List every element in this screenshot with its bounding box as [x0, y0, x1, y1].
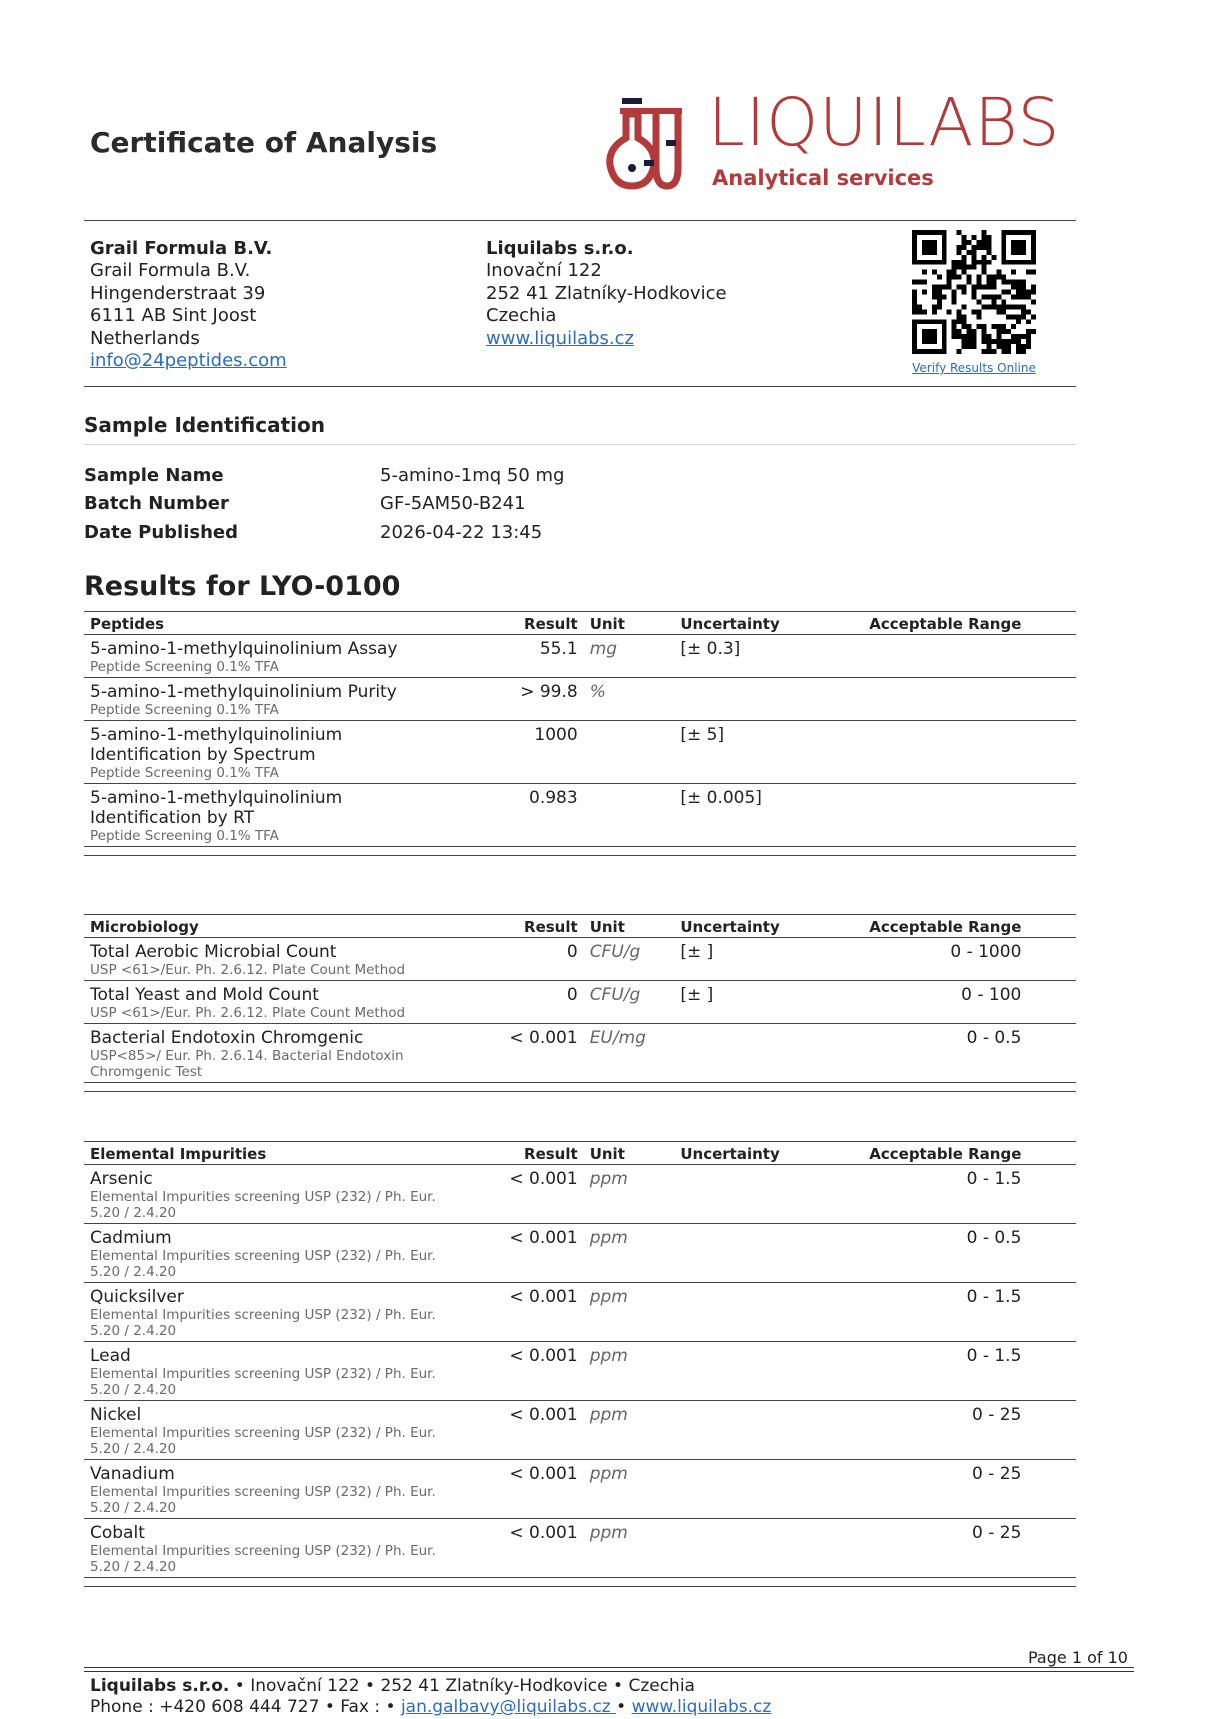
column-header-unit: Unit	[584, 1142, 675, 1165]
analyte-method: Elemental Impurities screening USP (232) / Ph. Eur. 5.20 / 2.4.20	[90, 1307, 436, 1339]
table-row	[84, 635, 1076, 678]
result-cell: < 0.001	[464, 1519, 584, 1578]
uncertainty-cell	[674, 1460, 850, 1519]
analyte-name: Cadmium	[90, 1228, 172, 1248]
column-header-category: Microbiology	[84, 915, 464, 938]
column-header-uncertainty: Uncertainty	[674, 915, 850, 938]
elemental-impurities-table	[84, 1141, 1076, 1578]
analyte-cell	[84, 721, 464, 784]
analyte-method: USP<85>/ Eur. Ph. 2.6.14. Bacterial Endotoxin Chromgenic Test	[90, 1048, 404, 1080]
column-header-range: Acceptable Range	[850, 915, 1027, 938]
uncertainty-cell	[674, 1224, 850, 1283]
range-cell: 0 - 1.5	[850, 1165, 1027, 1224]
result-cell: 0.983	[464, 784, 584, 847]
uncertainty-cell: [± ]	[674, 981, 850, 1024]
unit-cell	[584, 721, 675, 784]
result-cell: 0	[464, 981, 584, 1024]
uncertainty-cell: [± 0.3]	[674, 635, 850, 678]
table-end-rule	[84, 855, 1076, 856]
table-row	[84, 784, 1076, 847]
table-end-rule	[84, 1586, 1076, 1587]
customer-line: 6111 AB Sint Joost	[90, 305, 257, 327]
field-value: 2026-04-22 13:45	[380, 522, 543, 543]
customer-line: Hingenderstraat 39	[90, 282, 266, 304]
table-header-row	[84, 1142, 1076, 1165]
logo-subtitle: Analytical services	[712, 166, 934, 190]
analyte-name: 5-amino-1-methylquinolinium Assay	[90, 639, 398, 659]
column-header-range: Acceptable Range	[850, 1142, 1027, 1165]
column-header-uncertainty: Uncertainty	[674, 612, 850, 635]
analyte-cell	[84, 981, 464, 1024]
unit-cell: mg	[584, 635, 675, 678]
analyte-cell	[84, 1519, 464, 1578]
table-row	[84, 1283, 1076, 1342]
footer-email-link[interactable]: jan.galbavy@liquilabs.cz	[400, 1697, 617, 1717]
range-cell	[850, 784, 1027, 847]
analyte-name: Lead	[90, 1346, 131, 1366]
liquilabs-logo	[600, 84, 1080, 200]
result-cell: < 0.001	[464, 1460, 584, 1519]
analyte-name: Arsenic	[90, 1169, 153, 1189]
uncertainty-cell	[674, 1342, 850, 1401]
analyte-method: Elemental Impurities screening USP (232) / Ph. Eur. 5.20 / 2.4.20	[90, 1248, 436, 1280]
column-header-uncertainty: Uncertainty	[674, 1142, 850, 1165]
logo-wordmark: LIQUILABS	[708, 84, 1061, 161]
analyte-cell	[84, 1283, 464, 1342]
unit-cell: CFU/g	[584, 981, 675, 1024]
verify-results-link[interactable]: Verify Results Online	[912, 361, 1036, 375]
footer-phone: Phone : +420 608 444 727 • Fax : •	[90, 1697, 401, 1717]
range-cell: 0 - 1000	[850, 938, 1027, 981]
header-divider	[84, 220, 1076, 221]
unit-cell: ppm	[584, 1401, 675, 1460]
column-header-result: Result	[464, 612, 584, 635]
page-number: Page 1 of 10	[1028, 1648, 1128, 1667]
document-title: Certificate of Analysis	[90, 126, 438, 159]
field-value: GF-5AM50-B241	[380, 493, 526, 514]
lab-line: Inovační 122	[486, 260, 602, 282]
customer-name: Grail Formula B.V.	[90, 238, 273, 259]
footer-separator: •	[616, 1697, 632, 1717]
analyte-cell	[84, 938, 464, 981]
range-cell	[850, 721, 1027, 784]
unit-cell: ppm	[584, 1165, 675, 1224]
footer-address-text: • Inovační 122 • 252 41 Zlatníky-Hodkovice • Czechia	[229, 1676, 695, 1696]
result-cell: 55.1	[464, 635, 584, 678]
customer-address	[90, 238, 287, 372]
unit-cell	[584, 784, 675, 847]
analyte-cell	[84, 1342, 464, 1401]
range-cell: 0 - 25	[850, 1519, 1027, 1578]
table-row	[84, 1519, 1076, 1578]
lab-line: 252 41 Zlatníky-Hodkovice	[486, 282, 727, 304]
analyte-method: Elemental Impurities screening USP (232) / Ph. Eur. 5.20 / 2.4.20	[90, 1189, 436, 1221]
range-cell: 0 - 100	[850, 981, 1027, 1024]
field-value: 5-amino-1mq 50 mg	[380, 465, 565, 486]
sample-identification-heading: Sample Identification	[84, 413, 325, 437]
analyte-name: Quicksilver	[90, 1287, 184, 1307]
uncertainty-cell	[674, 1283, 850, 1342]
table-row	[84, 1224, 1076, 1283]
lab-line: Czechia	[486, 305, 557, 327]
table-row	[84, 721, 1076, 784]
analyte-method: Peptide Screening 0.1% TFA	[90, 702, 279, 718]
unit-cell: ppm	[584, 1224, 675, 1283]
result-cell: < 0.001	[464, 1024, 584, 1083]
analyte-method: Peptide Screening 0.1% TFA	[90, 828, 279, 844]
customer-line: Netherlands	[90, 327, 200, 349]
customer-email-link[interactable]: info@24peptides.com	[90, 350, 287, 372]
lab-address	[486, 238, 727, 350]
table-row	[84, 678, 1076, 721]
lab-website-link[interactable]: www.liquilabs.cz	[486, 327, 634, 349]
analyte-method: USP <61>/Eur. Ph. 2.6.12. Plate Count Method	[90, 962, 406, 978]
result-cell: < 0.001	[464, 1342, 584, 1401]
analyte-name: Bacterial Endotoxin Chromgenic	[90, 1028, 364, 1048]
uncertainty-cell	[674, 1401, 850, 1460]
lab-name: Liquilabs s.r.o.	[486, 238, 634, 259]
result-cell: 0	[464, 938, 584, 981]
unit-cell: EU/mg	[584, 1024, 675, 1083]
result-cell: > 99.8	[464, 678, 584, 721]
range-cell: 0 - 0.5	[850, 1024, 1027, 1083]
footer-contact	[90, 1697, 771, 1717]
range-cell: 0 - 0.5	[850, 1224, 1027, 1283]
uncertainty-cell	[674, 1024, 850, 1083]
range-cell: 0 - 25	[850, 1460, 1027, 1519]
range-cell: 0 - 1.5	[850, 1283, 1027, 1342]
uncertainty-cell	[674, 678, 850, 721]
analyte-cell	[84, 784, 464, 847]
analyte-name: Total Yeast and Mold Count	[90, 985, 319, 1005]
analyte-name: 5-amino-1-methylquinolinium Purity	[90, 682, 397, 702]
result-cell: < 0.001	[464, 1224, 584, 1283]
table-row	[84, 1401, 1076, 1460]
microbiology-table	[84, 914, 1076, 1083]
analyte-method: USP <61>/Eur. Ph. 2.6.12. Plate Count Method	[90, 1005, 406, 1021]
range-cell: 0 - 25	[850, 1401, 1027, 1460]
analyte-method: Peptide Screening 0.1% TFA	[90, 765, 279, 781]
footer-rule	[84, 1667, 1134, 1668]
table-end-rule	[84, 1091, 1076, 1092]
field-label: Sample Name	[84, 465, 224, 486]
unit-cell: ppm	[584, 1283, 675, 1342]
results-heading: Results for LYO-0100	[84, 571, 401, 602]
uncertainty-cell: [± 5]	[674, 721, 850, 784]
unit-cell: ppm	[584, 1460, 675, 1519]
range-cell: 0 - 1.5	[850, 1342, 1027, 1401]
column-header-category: Peptides	[84, 612, 464, 635]
uncertainty-cell	[674, 1165, 850, 1224]
footer-company: Liquilabs s.r.o.	[90, 1676, 230, 1696]
column-header-result: Result	[464, 1142, 584, 1165]
column-header-result: Result	[464, 915, 584, 938]
analyte-name: Vanadium	[90, 1464, 175, 1484]
field-label: Batch Number	[84, 493, 229, 514]
flask-logo-icon	[600, 90, 700, 190]
unit-cell: CFU/g	[584, 938, 675, 981]
analyte-cell	[84, 1224, 464, 1283]
result-cell: 1000	[464, 721, 584, 784]
analyte-method: Elemental Impurities screening USP (232) / Ph. Eur. 5.20 / 2.4.20	[90, 1484, 436, 1516]
table-row	[84, 1460, 1076, 1519]
analyte-name: Nickel	[90, 1405, 142, 1425]
uncertainty-cell	[674, 1519, 850, 1578]
table-header-row	[84, 915, 1076, 938]
uncertainty-cell: [± ]	[674, 938, 850, 981]
column-header-category: Elemental Impurities	[84, 1142, 464, 1165]
customer-line: Grail Formula B.V.	[90, 260, 251, 282]
range-cell	[850, 635, 1027, 678]
analyte-cell	[84, 1165, 464, 1224]
result-cell: < 0.001	[464, 1401, 584, 1460]
uncertainty-cell: [± 0.005]	[674, 784, 850, 847]
analyte-cell	[84, 1401, 464, 1460]
column-header-range: Acceptable Range	[850, 612, 1027, 635]
table-row	[84, 981, 1076, 1024]
section-divider	[84, 444, 1076, 445]
analyte-method: Peptide Screening 0.1% TFA	[90, 659, 279, 675]
analyte-method: Elemental Impurities screening USP (232) / Ph. Eur. 5.20 / 2.4.20	[90, 1425, 436, 1457]
column-header-unit: Unit	[584, 612, 675, 635]
analyte-cell	[84, 678, 464, 721]
column-header-unit: Unit	[584, 915, 675, 938]
table-row	[84, 1165, 1076, 1224]
table-header-row	[84, 612, 1076, 635]
analyte-cell	[84, 1460, 464, 1519]
field-label: Date Published	[84, 522, 239, 543]
unit-cell: ppm	[584, 1519, 675, 1578]
result-cell: < 0.001	[464, 1165, 584, 1224]
analyte-name: 5-amino-1-methylquinolinium Identification by Spectrum	[90, 725, 343, 765]
analyte-name: 5-amino-1-methylquinolinium Identification by RT	[90, 788, 343, 828]
peptides-table	[84, 611, 1076, 847]
result-cell: < 0.001	[464, 1283, 584, 1342]
footer-address	[90, 1676, 695, 1696]
footer-website-link[interactable]: www.liquilabs.cz	[631, 1697, 772, 1717]
analyte-method: Elemental Impurities screening USP (232) / Ph. Eur. 5.20 / 2.4.20	[90, 1366, 436, 1398]
analyte-name: Cobalt	[90, 1523, 145, 1543]
address-divider	[84, 386, 1076, 387]
unit-cell: %	[584, 678, 675, 721]
table-row	[84, 1024, 1076, 1083]
qr-code-icon[interactable]	[912, 230, 1036, 354]
analyte-cell	[84, 1024, 464, 1083]
footer-rule	[84, 1671, 1134, 1672]
range-cell	[850, 678, 1027, 721]
analyte-cell	[84, 635, 464, 678]
analyte-name: Total Aerobic Microbial Count	[90, 942, 337, 962]
table-row	[84, 1342, 1076, 1401]
unit-cell: ppm	[584, 1342, 675, 1401]
table-row	[84, 938, 1076, 981]
analyte-method: Elemental Impurities screening USP (232) / Ph. Eur. 5.20 / 2.4.20	[90, 1543, 436, 1575]
